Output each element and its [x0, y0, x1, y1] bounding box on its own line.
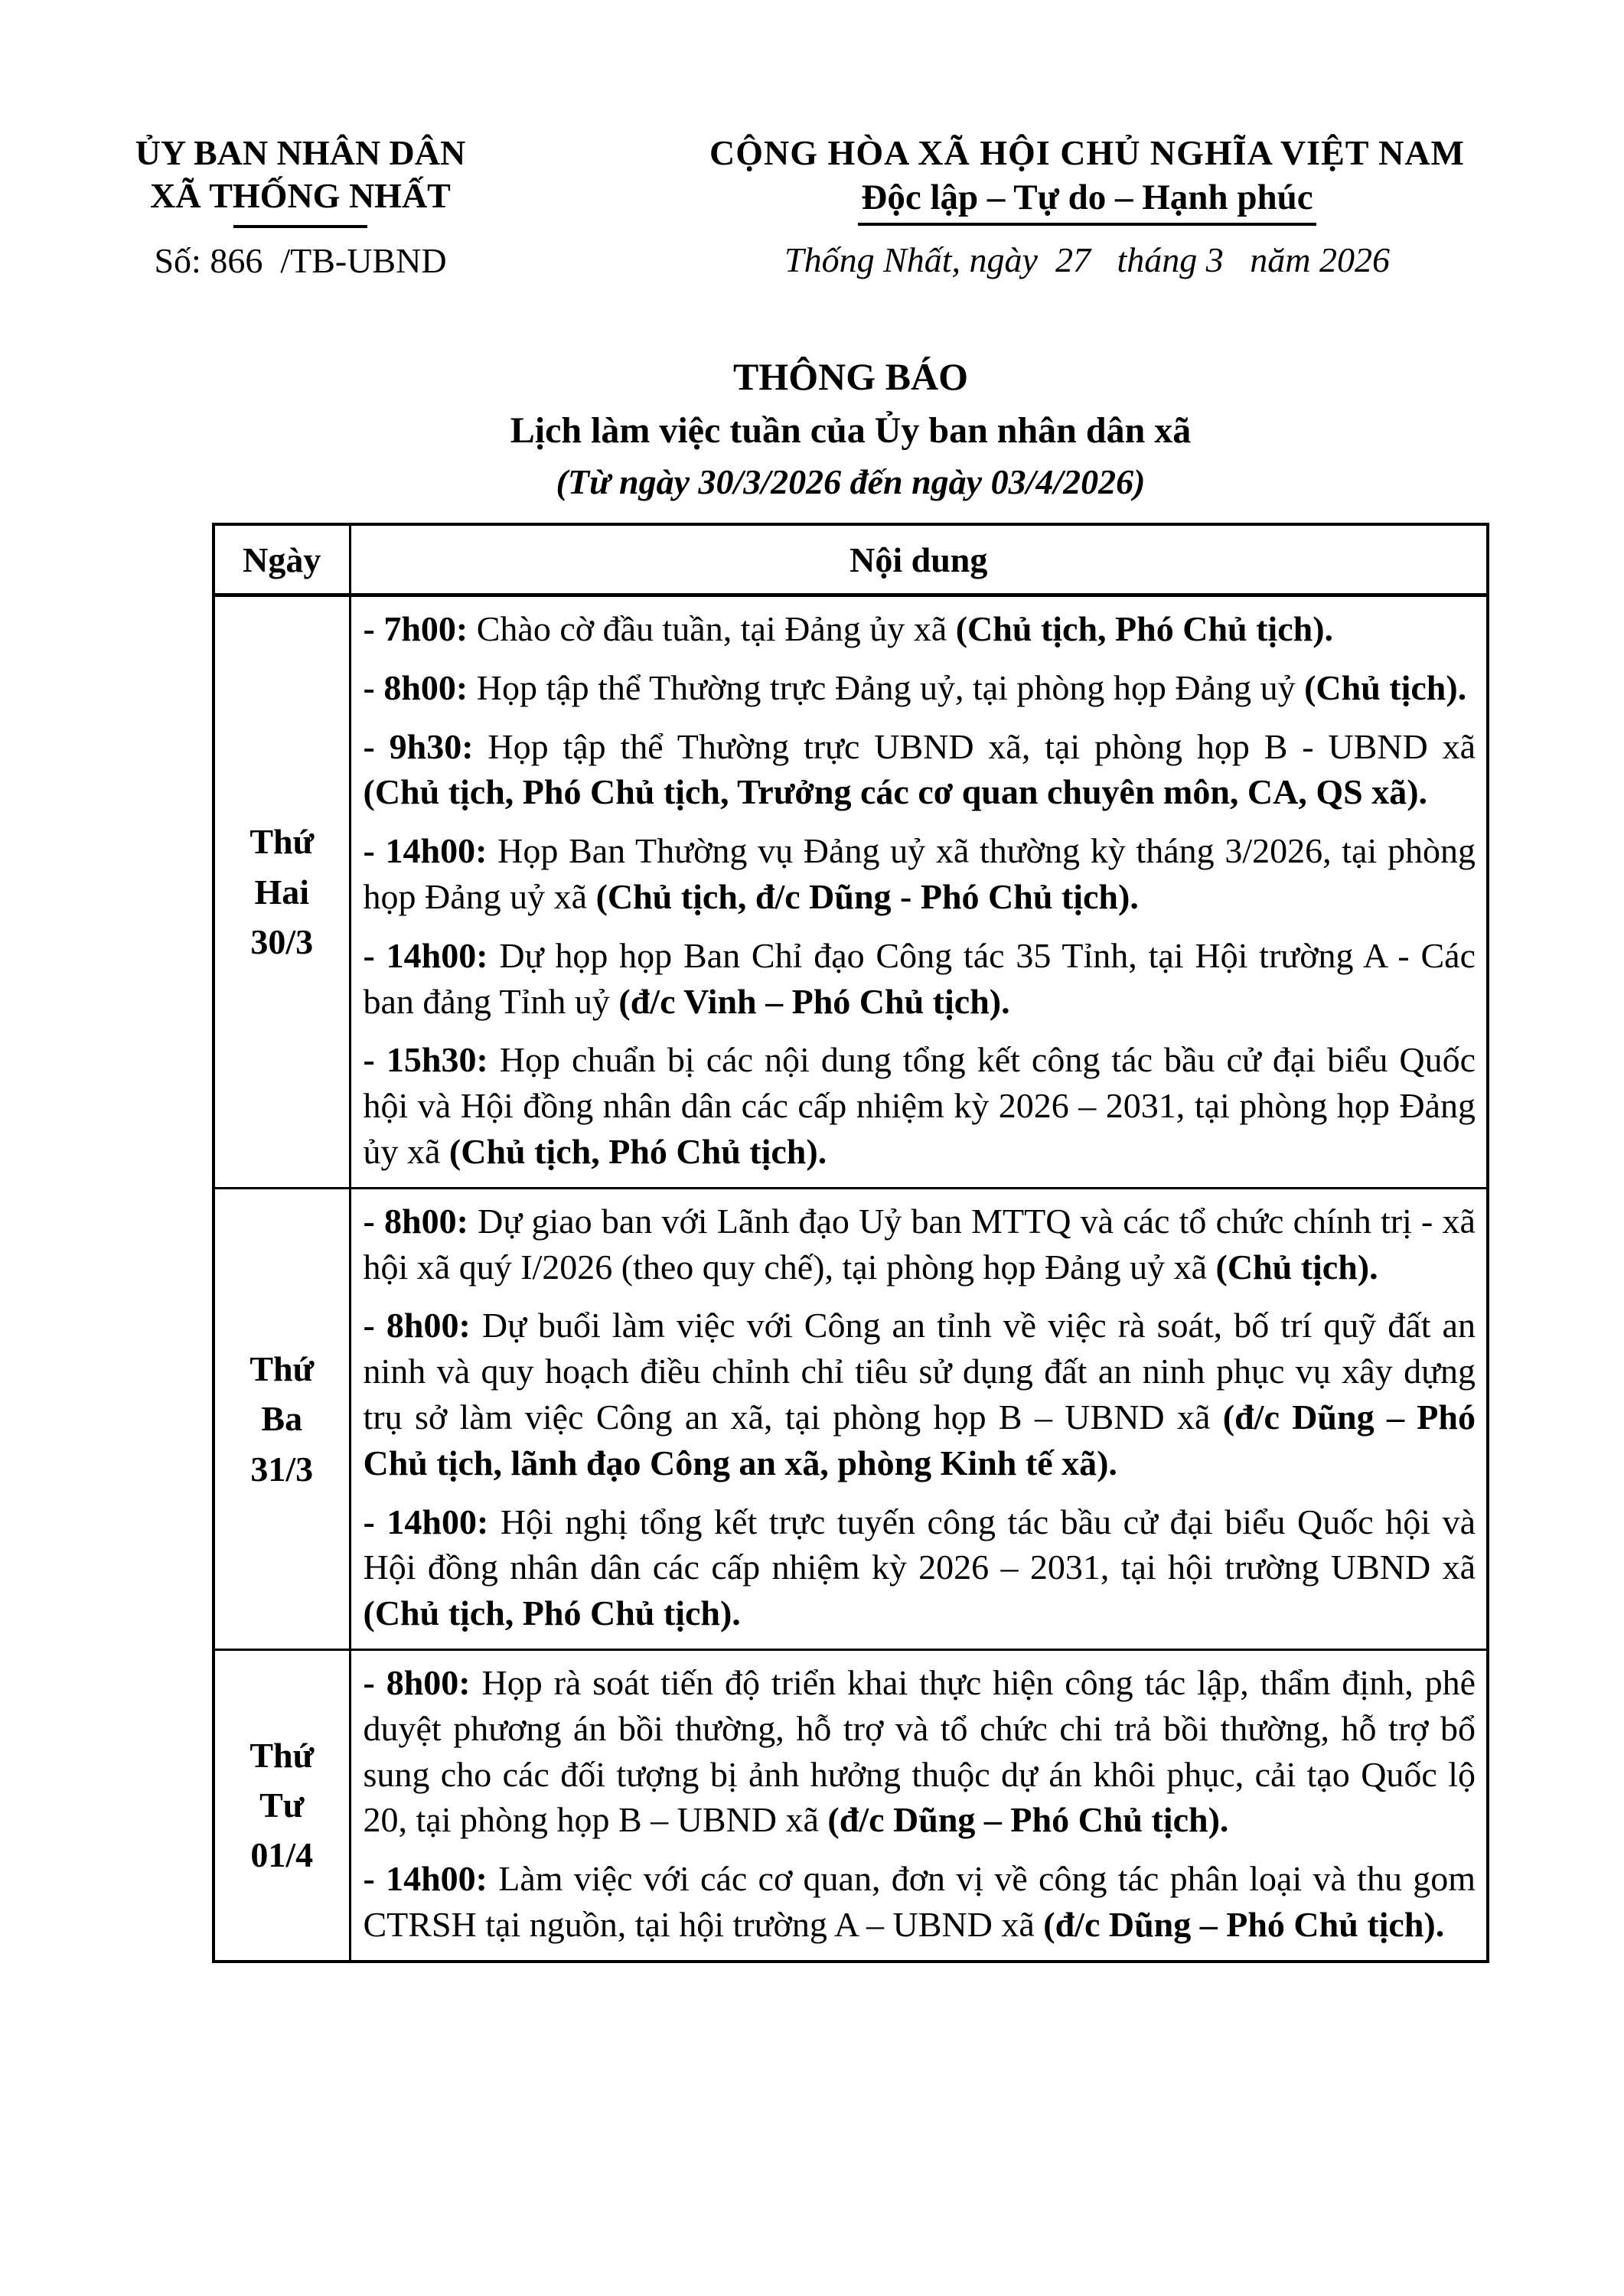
document-date-range: (Từ ngày 30/3/2026 đến ngày 03/4/2026): [556, 461, 1146, 501]
table-row: [214, 595, 1488, 1189]
day-line: Tư: [259, 1786, 305, 1825]
title-block: [212, 354, 1489, 503]
item-text: Họp Ban Thường vụ Đảng uỷ xã thường kỳ tháng 3/2026, tại phòng họp Đảng uỷ xã: [363, 831, 1476, 916]
content-cell: [350, 595, 1488, 1189]
day-line: 31/3: [250, 1449, 314, 1489]
day-cell: [214, 1188, 350, 1649]
schedule-item: [364, 828, 1476, 920]
column-header-day: Ngày: [214, 524, 350, 595]
item-text: Họp tập thể Thường trực UBND xã, tại phòng họp B - UBND xã: [488, 726, 1476, 766]
item-bold-text: - 8h00:: [363, 667, 477, 707]
day-line: Thứ: [249, 1735, 315, 1775]
table-row: [214, 1188, 1488, 1649]
day-line: Ba: [261, 1399, 303, 1439]
item-text: Họp chuẩn bị các nội dung tổng kết công tác bầu cử đại biểu Quốc hội và Hội đồng nhân dân các cấp nhiệm kỳ 2026 – 2031, tại phòng họp Đảng ủy xã: [363, 1040, 1476, 1171]
national-motto: Độc lập – Tự do – Hạnh phúc: [858, 174, 1316, 226]
day-line: Thứ: [249, 822, 315, 862]
item-bold-text: (Chủ tịch).: [1304, 667, 1467, 707]
table-row: [214, 1649, 1488, 1961]
item-bold-text: - 15h30:: [363, 1040, 500, 1080]
schedule-item: [364, 1856, 1476, 1948]
item-bold-text: - 14h00:: [363, 1859, 499, 1899]
day-line: 01/4: [250, 1835, 314, 1875]
schedule-item: [364, 1660, 1476, 1843]
item-bold-text: - 8h00:: [363, 1201, 478, 1241]
document-title: THÔNG BÁO: [733, 355, 968, 398]
content-cell: [350, 1188, 1488, 1649]
item-text: Họp tập thể Thường trực Đảng uỷ, tại phòng họp Đảng uỷ: [476, 667, 1305, 707]
item-bold-text: (Chủ tịch, Phó Chủ tịch).: [448, 1131, 827, 1171]
item-bold-text: (đ/c Dũng – Phó Chủ tịch).: [827, 1800, 1229, 1840]
day-cell: [214, 1649, 350, 1961]
issuer-name-line1: ỦY BAN NHÂN DÂN: [135, 133, 466, 172]
schedule-item: [364, 606, 1476, 652]
item-bold-text: - 14h00:: [363, 935, 500, 975]
day-cell: [214, 595, 350, 1189]
item-bold-text: - 14h00:: [363, 831, 498, 871]
header-row: [214, 524, 1488, 595]
item-text: Hội nghị tổng kết trực tuyến công tác bầu cử đại biểu Quốc hội và Hội đồng nhân dân các cấp nhiệm kỳ 2026 – 2031, tại hội trường UBND xã: [363, 1502, 1476, 1587]
item-text: Dự giao ban với Lãnh đạo Uỷ ban MTTQ và các tổ chức chính trị - xã hội xã quý I/2026 (theo quy chế), tại phòng họp Đảng uỷ xã: [363, 1201, 1476, 1287]
national-header-block: [649, 132, 1525, 280]
item-text: Làm việc với các cơ quan, đơn vị về công tác phân loại và thu gom CTRSH tại nguồn, tại hội trường A – UBND xã: [363, 1859, 1476, 1944]
issue-date-line: Thống Nhất, ngày 27 tháng 3 năm 2026: [784, 240, 1390, 279]
schedule-item: [364, 665, 1476, 711]
item-bold-text: (Chủ tịch).: [1215, 1247, 1378, 1287]
item-bold-text: (Chủ tịch, Phó Chủ tịch).: [955, 609, 1334, 648]
content-cell: [350, 1649, 1488, 1961]
document-number: Số: 866 /TB-UBND: [154, 241, 447, 281]
column-header-content: Nội dung: [350, 524, 1488, 595]
item-bold-text: (Chủ tịch, đ/c Dũng - Phó Chủ tịch).: [595, 876, 1139, 916]
item-bold-text: - 7h00:: [363, 609, 477, 648]
item-bold-text: - 8h00:: [363, 1662, 482, 1702]
item-bold-text: - 9h30:: [363, 726, 488, 766]
item-bold-text: (Chủ tịch, Phó Chủ tịch).: [363, 1593, 741, 1633]
issuer-name-line2: XÃ THỐNG NHẤT: [150, 176, 451, 216]
item-bold-text: - 14h00:: [363, 1502, 501, 1541]
day-line: Hai: [254, 872, 310, 912]
issuer-block: [130, 132, 471, 281]
schedule-table-head: [214, 524, 1488, 595]
document-subtitle: Lịch làm việc tuần của Ủy ban nhân dân xã: [510, 410, 1192, 451]
day-line: Thứ: [249, 1349, 315, 1388]
schedule-item: [364, 1199, 1476, 1290]
item-bold-text: (Chủ tịch, Phó Chủ tịch, Trưởng các cơ quan chuyên môn, CA, QS xã).: [363, 772, 1428, 812]
item-text: Chào cờ đầu tuần, tại Đảng ủy xã: [476, 609, 956, 648]
item-bold-text: (đ/c Vinh – Phó Chủ tịch).: [618, 981, 1010, 1021]
item-bold-text: (đ/c Dũng – Phó Chủ tịch).: [1043, 1904, 1445, 1944]
item-text: Dự họp họp Ban Chỉ đạo Công tác 35 Tỉnh, tại Hội trường A - Các ban đảng Tỉnh uỷ: [363, 935, 1476, 1021]
schedule-item: [364, 933, 1476, 1025]
schedule-item: [364, 1499, 1476, 1636]
schedule-item: [364, 1303, 1476, 1486]
item-text: Họp rà soát tiến độ triển khai thực hiện công tác lập, thẩm định, phê duyệt phương án bồi thường, hỗ trợ và tổ chức chi trả bồi thường, hỗ trợ bổ sung cho các đối tượng bị ảnh hưởng thuộc dự án khôi phục, cải tạo Quốc lộ 20, tại phòng họp B – UBND xã: [363, 1662, 1476, 1840]
item-text: Dự buổi làm việc với Công an tỉnh về việc rà soát, bố trí quỹ đất an ninh và quy hoạch điều chỉnh chỉ tiêu sử dụng đất an ninh phục vụ xây dựng trụ sở làm việc Công an xã, tại phòng họp B – UBND xã: [363, 1306, 1476, 1437]
national-title: CỘNG HÒA XÃ HỘI CHỦ NGHĨA VIỆT NAM: [709, 133, 1465, 172]
schedule-table-body: [214, 595, 1488, 1962]
item-bold-text: - 8h00:: [363, 1306, 482, 1345]
schedule-item: [364, 1037, 1476, 1174]
item-bold-text: (đ/c Dũng – Phó Chủ tịch, lãnh đạo Công an xã, phòng Kinh tế xã).: [363, 1397, 1476, 1482]
schedule-table: [212, 523, 1489, 1963]
issuer-underline: [233, 225, 367, 228]
schedule-item: [364, 724, 1476, 816]
day-line: 30/3: [250, 922, 314, 962]
